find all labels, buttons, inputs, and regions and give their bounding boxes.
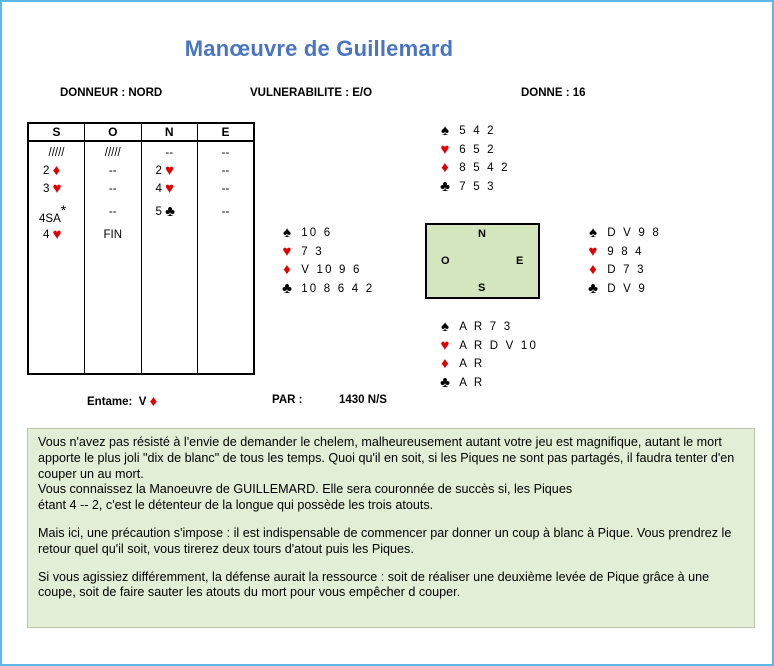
- bid-north-1: --: [165, 147, 174, 159]
- bid-north-4: 5 ♣: [155, 203, 175, 220]
- bid-east-4: --: [221, 206, 230, 218]
- heart-icon: ♥: [588, 242, 598, 260]
- north-hearts: ♥ 6 5 2: [434, 141, 510, 160]
- north-spades: ♠ 5 4 2: [434, 122, 510, 141]
- west-hand: [276, 224, 374, 298]
- bid-column-north: [141, 141, 198, 374]
- bid-west-5: FIN: [103, 229, 123, 241]
- heart-icon: ♥: [440, 140, 450, 158]
- bid-west-2: --: [108, 165, 117, 177]
- compass-box: [425, 223, 540, 299]
- west-hearts: ♥ 7 3: [276, 243, 374, 262]
- club-icon: ♣: [440, 177, 450, 195]
- bid-south-3: 3 ♥: [43, 180, 62, 197]
- south-spades: ♠ A R 7 3: [434, 318, 538, 337]
- diamond-icon: ♦: [441, 159, 449, 176]
- west-clubs: ♣ 10 8 6 4 2: [276, 280, 374, 299]
- par-value: 1430 N/S: [339, 394, 387, 406]
- bid-east-3: --: [221, 183, 230, 195]
- bid-east-2: --: [221, 165, 230, 177]
- bid-col-north: N: [141, 123, 198, 141]
- commentary-paragraph: étant 4 -- 2, c'est le détenteur de la longue qui possède les trois atouts.: [38, 498, 434, 513]
- bid-east-1: --: [221, 147, 230, 159]
- bid-column-east: [198, 141, 255, 374]
- bidding-table: [27, 122, 255, 375]
- bid-col-east: E: [198, 123, 255, 141]
- bid-north-3: 4 ♥: [155, 180, 175, 197]
- deal-number-label: DONNE : 16: [521, 87, 586, 99]
- diamond-icon: ♦: [149, 393, 158, 410]
- spade-icon: ♠: [283, 224, 291, 241]
- commentary-paragraph: Si vous agissiez différemment, la défense aurait la ressource : soit de réaliser une deuxième levée de Pique grâce à une coupe, soit de faire sauter les atouts du mort pour vous empêcher d couper.: [38, 569, 710, 600]
- south-hand: [434, 318, 538, 392]
- bid-col-west: O: [85, 123, 142, 141]
- bid-south-5: 4 ♥: [43, 226, 62, 243]
- heart-icon: ♥: [52, 226, 62, 243]
- vulnerability-label: VULNERABILITE : E/O: [250, 87, 373, 99]
- commentary-paragraph: Vous connaissez la Manoeuvre de GUILLEMARD. Elle sera couronnée de succès si, les Piques: [38, 482, 573, 497]
- diamond-icon: ♦: [441, 355, 449, 372]
- bid-column-south: [28, 141, 85, 374]
- club-icon: ♣: [282, 279, 292, 297]
- bid-south-1: /////: [48, 147, 65, 159]
- bid-west-3: --: [108, 183, 117, 195]
- bid-south-4: 4SA*: [39, 202, 67, 225]
- bid-col-south: S: [28, 123, 85, 141]
- east-hearts: ♥ 9 8 4: [582, 243, 661, 262]
- opening-lead: [87, 394, 157, 409]
- page-title: Manœuvre de Guillemard: [184, 36, 454, 61]
- heart-icon: ♥: [165, 180, 175, 197]
- compass-south: S: [478, 282, 486, 294]
- south-hearts: ♥ A R D V 10: [434, 337, 538, 356]
- west-spades: ♠ 10 6: [276, 224, 374, 243]
- west-diamonds: ♦ V 10 9 6: [276, 261, 374, 280]
- diamond-icon: ♦: [52, 162, 61, 179]
- diamond-icon: ♦: [589, 261, 597, 278]
- bid-column-west: [85, 141, 142, 374]
- dealer-label: DONNEUR : NORD: [60, 87, 163, 99]
- east-clubs: ♣ D V 9: [582, 280, 661, 299]
- club-icon: ♣: [440, 373, 450, 391]
- east-hand: [582, 224, 661, 298]
- spade-icon: ♠: [589, 224, 597, 241]
- spade-icon: ♠: [441, 122, 449, 139]
- asterisk-mark: *: [60, 202, 67, 218]
- club-icon: ♣: [165, 203, 175, 220]
- commentary-box: [27, 428, 755, 628]
- compass-north: N: [478, 228, 486, 240]
- bid-west-4: --: [108, 206, 117, 218]
- commentary-paragraph: Vous n'avez pas résisté à l'envie de demander le chelem, malheureusement autant votre jeu est magnifique, autant le mort apporte le plus joli "dix de blanc" de tous les temps. Quoi qu'il en soit, si les Piques ne sont pas partagés, il faudra tenter d'en couper un au mort.: [38, 435, 735, 481]
- south-clubs: ♣ A R: [434, 374, 538, 393]
- compass-west: O: [441, 255, 450, 267]
- par-label: PAR :: [272, 394, 303, 406]
- heart-icon: ♥: [440, 336, 450, 354]
- bid-south-2: 2 ♦: [43, 162, 61, 179]
- north-diamonds: ♦ 8 5 4 2: [434, 159, 510, 178]
- commentary-paragraph: Mais ici, une précaution s'impose : il est indispensable de commencer par donner un coup à blanc à Pique. Vous prendrez le retour quel qu'il soit, vous tirerez deux tours d'atout puis les Piques.: [38, 525, 732, 556]
- east-spades: ♠ D V 9 8: [582, 224, 661, 243]
- north-clubs: ♣ 7 5 3: [434, 178, 510, 197]
- diamond-icon: ♦: [283, 261, 291, 278]
- east-diamonds: ♦ D 7 3: [582, 261, 661, 280]
- lead-label: Entame:: [87, 396, 133, 408]
- south-diamonds: ♦ A R: [434, 355, 538, 374]
- bid-west-1: /////: [104, 147, 121, 159]
- north-hand: [434, 122, 510, 196]
- heart-icon: ♥: [282, 242, 292, 260]
- bid-north-2: 2 ♥: [155, 162, 175, 179]
- heart-icon: ♥: [52, 180, 62, 197]
- spade-icon: ♠: [441, 318, 449, 335]
- compass-east: E: [516, 255, 524, 267]
- lead-card: V: [138, 396, 147, 408]
- club-icon: ♣: [588, 279, 598, 297]
- heart-icon: ♥: [165, 162, 175, 179]
